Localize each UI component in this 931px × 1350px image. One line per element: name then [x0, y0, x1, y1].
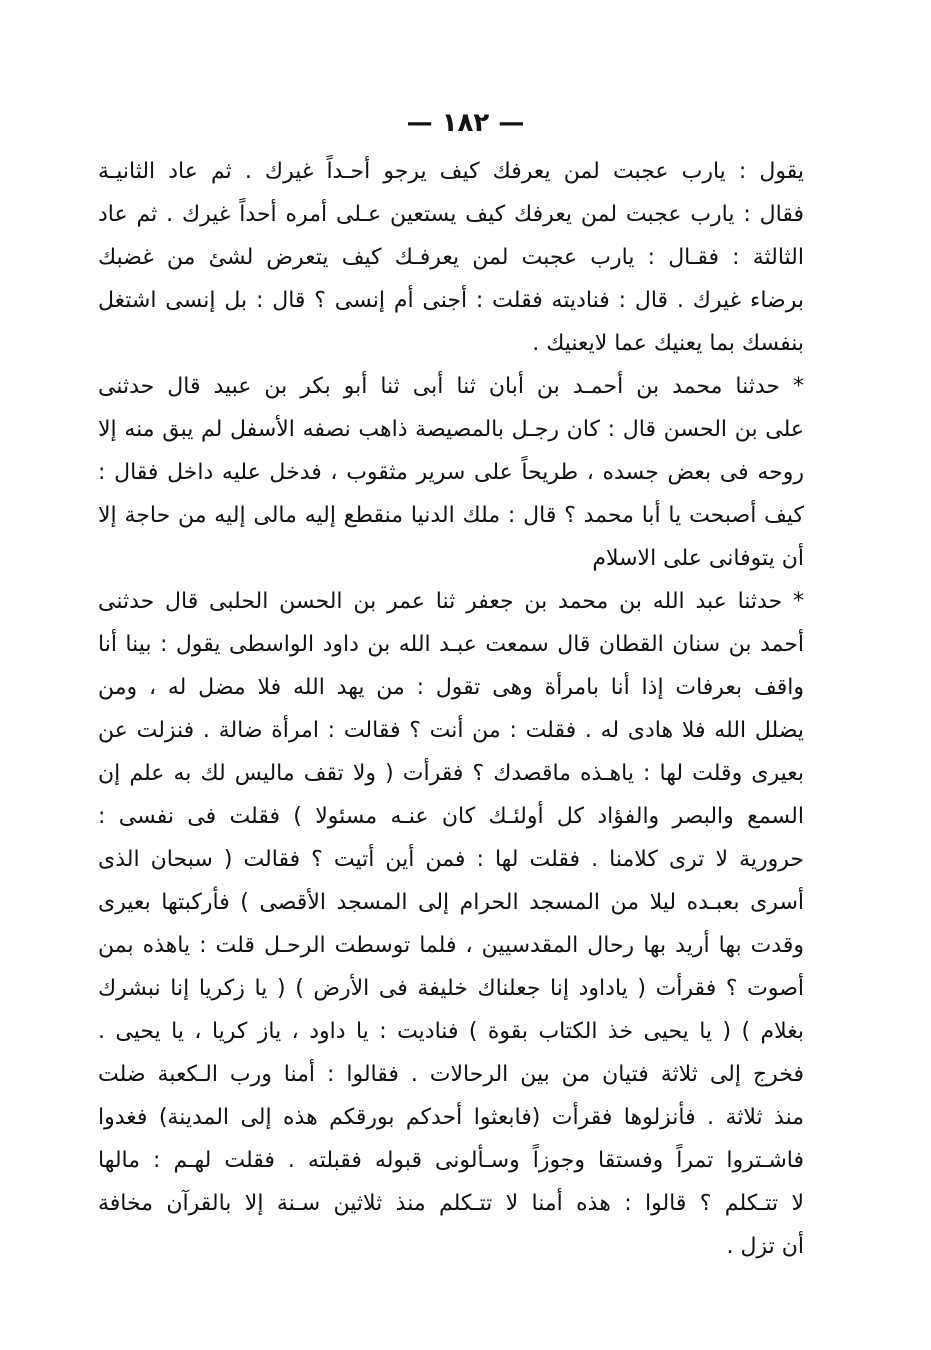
text-line: أصوت ؟ فقرأت ( ياداود إنا جعلناك خليفة فى الأرض ) ( يا زكريا إنا نبشرك — [98, 976, 804, 1001]
text-line: برضاء غيرك . قال : فناديته فقلت : أجنى أم إنسى ؟ قال : بل إنسى اشتغل — [98, 288, 804, 313]
text-line: روحه فى بعض جسده ، طريحاً على سرير مثقوب ، فدخل عليه داخل فقال : — [98, 460, 804, 485]
text-line: حرورية لا ترى كلامنا . فقلت لها : فمن أين أتيت ؟ فقالت ( سبحان الذى — [98, 847, 804, 872]
text-line: كيف أصبحت يا أبا محمد ؟ قال : ملك الدنيا منقطع إليه مالى إليه من حاجة إلا — [98, 503, 804, 528]
text-line: واقف بعرفات إذا أنا بامرأة وهى تقول : من يهد الله فلا مضل له ، ومن — [98, 675, 804, 700]
text-line: يقول : يارب عجبت لمن يعرفك كيف يرجو أحـداً غيرك . ثم عاد الثانيـة — [98, 159, 804, 184]
text-line: الثالثة : فقـال : يارب عجبت لمن يعرفـك كيف يتعرض لشئ من غضبك — [98, 245, 804, 270]
text-line: بنفسك بما يعنيك عما لايعنيك . — [532, 331, 804, 356]
text-line: يضلل الله فلا هادى له . فقلت : من أنت ؟ فقالت : امرأة ضالة . فنزلت عن — [98, 718, 804, 743]
text-line: بعيرى وقلت لها : ياهـذه ماقصدك ؟ فقرأت ( ولا تقف ماليس لك به علم إن — [98, 761, 804, 786]
text-line: أن يتوفانى على الاسلام — [592, 546, 804, 571]
text-line: على بن الحسن قال : كان رجـل بالمصيصة ذاهب نصفه الأسفل لم يبق منه إلا — [98, 417, 804, 442]
body-text — [98, 150, 804, 1268]
text-line: * حدثنا عبد الله بن محمد بن جعفر ثنا عمر بن الحسن الحلبى قال حدثنى — [98, 589, 804, 614]
text-line: أن تزل . — [726, 1234, 804, 1259]
text-line: فاشـتروا تمراً وفستقا وجوزاً وسـألونى قبوله فقبلته . فقلت لهـم : مالها — [98, 1148, 804, 1173]
text-line: وقدت بها أريد بها رحال المقدسيين ، فلما توسطت الرحـل قلت : ياهذه بمن — [98, 933, 804, 958]
text-line: * حدثنا محمد بن أحمـد بن أبان ثنا أبى ثنا أبو بكر بن عبيد قال حدثنى — [98, 374, 804, 399]
page-number: — ١٨٢ — — [406, 108, 525, 138]
text-line: فخرج إلى ثلاثة فتيان من بين الرحالات . فقالوا : أمنا ورب الـكعبة ضلت — [98, 1062, 804, 1087]
text-line: لا تتـكلم ؟ قالوا : هذه أمنا لا تتـكلم منذ ثلاثين سـنة إلا بالقرآن مخافة — [98, 1191, 804, 1216]
text-line: بغلام ) ( يا يحيى خذ الكتاب بقوة ) فناديت : يا داود ، ياز كريا ، يا يحيى . — [98, 1019, 804, 1044]
text-line: فقال : يارب عجبت لمن يعرفك كيف يستعين عـلى أمره أحداً غيرك . ثم عاد — [98, 202, 804, 227]
text-line: السمع والبصر والفؤاد كل أولئـك كان عنـه مسئولا ) فقلت فى نفسى : — [98, 804, 804, 829]
text-line: أسرى بعبـده ليلا من المسجد الحرام إلى المسجد الأقصى ) فأركبتها بعيرى — [98, 890, 804, 915]
text-line: منذ ثلاثة . فأنزلوها فقرأت (فابعثوا أحدكم بورقكم هذه إلى المدينة) فغدوا — [98, 1105, 804, 1130]
text-line: أحمد بن سنان القطان قال سمعت عبـد الله بن داود الواسطى يقول : بينا أنا — [98, 632, 804, 657]
